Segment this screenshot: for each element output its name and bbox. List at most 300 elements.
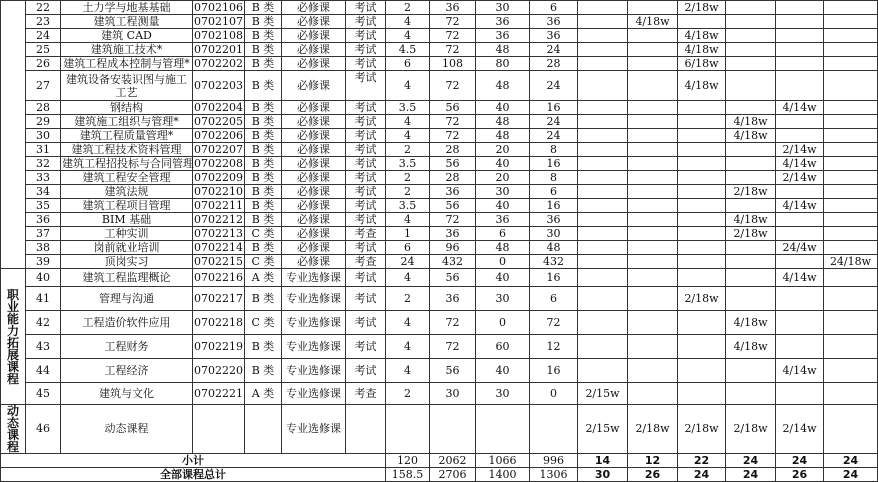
cell-code: [193, 405, 245, 454]
cell-no: 40: [26, 269, 61, 287]
cell-total: 72: [430, 43, 476, 57]
cell-no: 44: [26, 359, 61, 383]
cell-assess: 考试: [346, 71, 386, 101]
cell-name: 钢结构: [61, 101, 193, 115]
cell-credit: 4: [386, 129, 430, 143]
cell-s1: [578, 255, 628, 269]
cell-code: 0702220: [193, 359, 245, 383]
subtotal-row-s3: 22: [678, 454, 726, 468]
cell-s4: [726, 287, 776, 311]
cell-name: 建筑施工技术*: [61, 43, 193, 57]
cell-code: 0702208: [194, 156, 243, 170]
cell-s1: [578, 185, 628, 199]
cell-total: 56: [430, 359, 476, 383]
cell-s6: [824, 57, 878, 71]
cell-s4: [726, 143, 776, 157]
cell-s3: [678, 269, 726, 287]
cell-s3: [678, 157, 726, 171]
cell-s3: 4/18w: [678, 43, 726, 57]
cell-s2: [628, 101, 678, 115]
cell-practice: 16: [530, 157, 578, 171]
cell-s3: 2/18w: [678, 287, 726, 311]
cell-s5: [776, 15, 824, 29]
cell-s3: [678, 101, 726, 115]
table-row: [1, 71, 878, 101]
table-row: [1, 213, 878, 227]
cell-assess: 考试: [346, 43, 386, 57]
cell-total: 72: [430, 29, 476, 43]
cell-s6: [824, 199, 878, 213]
cell-s3: [678, 129, 726, 143]
cell-s3: [678, 359, 726, 383]
grand-total-row-s1: 30: [578, 468, 628, 482]
cell-s4: [726, 269, 776, 287]
cell-nature: 必修课: [282, 143, 346, 157]
cell-s6: [824, 311, 878, 335]
grand-total-row-practice: 1306: [530, 468, 578, 482]
cell-name: 工种实训: [61, 227, 193, 241]
cell-type: C 类: [245, 255, 282, 269]
cell-practice: 12: [530, 335, 578, 359]
cell-no: 37: [26, 227, 61, 241]
cell-credit: 1: [386, 227, 430, 241]
cell-s2: [628, 383, 678, 405]
cell-s3: [678, 199, 726, 213]
cell-nature: 专业选修课: [282, 311, 346, 335]
cell-credit: 4: [386, 311, 430, 335]
cell-assess: 考试: [346, 359, 386, 383]
cell-theory: 0: [476, 255, 530, 269]
table-row: [1, 405, 878, 454]
cell-name: 动态课程: [61, 405, 193, 454]
cell-s4: 4/18w: [726, 213, 776, 227]
cell-name: 建筑工程监理概论: [61, 269, 193, 287]
cell-code: 0702217: [193, 287, 245, 311]
cell-no: 30: [26, 129, 61, 143]
cell-type: B 类: [245, 213, 282, 227]
cell-nature: 必修课: [282, 171, 346, 185]
grand-total-row-s6: 24: [824, 468, 878, 482]
cell-s3: [678, 241, 726, 255]
cell-s4: [726, 1, 776, 15]
cell-practice: 28: [530, 57, 578, 71]
subtotal-row-credit: 120: [386, 454, 430, 468]
cell-no: 33: [26, 171, 61, 185]
cell-s1: [578, 57, 628, 71]
cell-code: 0702202: [194, 56, 243, 70]
cell-name: 工程造价软件应用: [61, 311, 193, 335]
cell-no: 42: [26, 311, 61, 335]
table-row: [1, 115, 878, 129]
cell-nature: 必修课: [282, 213, 346, 227]
cell-practice: 24: [530, 129, 578, 143]
cell-total: 72: [430, 71, 476, 101]
cell-theory: 20: [476, 143, 530, 157]
cell-total: 56: [430, 101, 476, 115]
cell-assess: 考试: [346, 101, 386, 115]
cell-type: [245, 405, 282, 454]
cell-s2: [628, 171, 678, 185]
cell-type: B 类: [245, 359, 282, 383]
cell-s5: [776, 311, 824, 335]
cell-s1: 2/15w: [578, 405, 628, 454]
cell-assess: 考试: [346, 57, 386, 71]
cell-nature: 专业选修课: [282, 269, 346, 287]
cell-code: 0702218: [193, 311, 245, 335]
cell-credit: 4: [386, 269, 430, 287]
cell-no: 43: [26, 335, 61, 359]
group-cell-dynamic: 动态课程: [1, 405, 26, 454]
table-row: [1, 101, 878, 115]
table-body: [1, 1, 878, 482]
cell-code: 0702207: [194, 142, 243, 156]
cell-s3: [678, 335, 726, 359]
cell-s2: [628, 255, 678, 269]
cell-s5: [776, 383, 824, 405]
cell-credit: 2: [386, 287, 430, 311]
cell-s4: [726, 359, 776, 383]
cell-theory: 48: [476, 241, 530, 255]
table-row: [1, 311, 878, 335]
cell-s4: 4/18w: [726, 335, 776, 359]
cell-credit: 24: [386, 255, 430, 269]
cell-no: 24: [26, 29, 61, 43]
cell-code: 0702203: [193, 71, 245, 101]
cell-name: 建筑工程项目管理: [61, 199, 193, 213]
cell-type: B 类: [245, 71, 282, 101]
cell-s2: 4/18w: [628, 15, 678, 29]
cell-s4: [726, 57, 776, 71]
cell-s2: [628, 57, 678, 71]
cell-total: 72: [430, 335, 476, 359]
cell-type: B 类: [245, 129, 282, 143]
cell-name: 建筑 CAD: [61, 29, 193, 43]
cell-assess: 考查: [346, 255, 386, 269]
cell-no: 35: [26, 199, 61, 213]
cell-nature: 专业选修课: [282, 335, 346, 359]
cell-code: 0702206: [194, 128, 243, 142]
cell-name: 建筑法规: [61, 185, 193, 199]
cell-theory: 36: [476, 29, 530, 43]
cell-credit: 6: [386, 241, 430, 255]
cell-type: A 类: [245, 269, 282, 287]
cell-no: 32: [26, 157, 61, 171]
cell-type: A 类: [245, 383, 282, 405]
cell-s5: 4/14w: [776, 269, 824, 287]
table-row: [1, 1, 878, 15]
cell-s5: [776, 29, 824, 43]
cell-no: 46: [26, 405, 61, 454]
cell-credit: 4: [386, 71, 430, 101]
cell-type: B 类: [245, 335, 282, 359]
cell-s3: [678, 15, 726, 29]
cell-practice: 16: [530, 359, 578, 383]
cell-credit: 2: [386, 383, 430, 405]
cell-theory: 40: [476, 101, 530, 115]
cell-nature: 必修课: [282, 71, 346, 101]
cell-s4: [726, 199, 776, 213]
cell-assess: 考试: [346, 115, 386, 129]
cell-nature: 必修课: [282, 227, 346, 241]
cell-s6: [824, 171, 878, 185]
cell-s5: 2/14w: [776, 143, 824, 157]
subtotal-row-s6: 24: [824, 454, 878, 468]
cell-theory: 40: [476, 269, 530, 287]
cell-total: [430, 405, 476, 454]
cell-s4: 2/18w: [726, 185, 776, 199]
cell-no: 38: [26, 241, 61, 255]
cell-name: 岗前就业培训: [61, 241, 193, 255]
cell-credit: 3.5: [386, 199, 430, 213]
table-row: [1, 269, 878, 287]
cell-s1: [578, 171, 628, 185]
cell-credit: 4: [386, 29, 430, 43]
cell-type: B 类: [245, 57, 282, 71]
cell-s6: [824, 287, 878, 311]
cell-s2: [628, 157, 678, 171]
cell-practice: 24: [530, 71, 578, 101]
cell-total: 72: [430, 129, 476, 143]
group-cell-expand: 职业能力拓展课程: [1, 269, 26, 405]
cell-practice: 24: [530, 43, 578, 57]
cell-s2: [628, 213, 678, 227]
cell-s6: [824, 241, 878, 255]
cell-theory: 0: [476, 311, 530, 335]
cell-assess: 考试: [346, 311, 386, 335]
cell-assess: 考试: [346, 15, 386, 29]
cell-s6: [824, 29, 878, 43]
cell-s5: 4/14w: [776, 157, 824, 171]
cell-practice: 48: [530, 241, 578, 255]
cell-name: 管理与沟通: [61, 287, 193, 311]
grand-total-row-total: 2706: [430, 468, 476, 482]
cell-s6: [824, 157, 878, 171]
cell-code: 0702108: [194, 28, 243, 42]
cell-nature: 必修课: [282, 129, 346, 143]
cell-credit: 4: [386, 335, 430, 359]
cell-total: 72: [430, 115, 476, 129]
cell-s2: [628, 269, 678, 287]
cell-s3: [678, 311, 726, 335]
cell-no: 45: [26, 383, 61, 405]
cell-name: BIM 基础: [61, 213, 193, 227]
cell-total: 432: [430, 255, 476, 269]
cell-s1: [578, 43, 628, 57]
cell-s4: [726, 29, 776, 43]
cell-credit: 4: [386, 115, 430, 129]
cell-nature: 必修课: [282, 29, 346, 43]
cell-code: 0702210: [194, 184, 243, 198]
cell-practice: 24: [530, 115, 578, 129]
cell-s2: [628, 185, 678, 199]
cell-s2: [628, 115, 678, 129]
cell-code: 0702219: [193, 335, 245, 359]
cell-total: 36: [430, 1, 476, 15]
cell-s5: [776, 185, 824, 199]
cell-s3: [678, 143, 726, 157]
cell-s4: 2/18w: [726, 405, 776, 454]
cell-nature: 必修课: [282, 1, 346, 15]
cell-theory: 40: [476, 359, 530, 383]
cell-s4: [726, 171, 776, 185]
cell-s5: [776, 115, 824, 129]
cell-type: B 类: [245, 101, 282, 115]
cell-nature: 专业选修课: [282, 405, 346, 454]
cell-s6: [824, 15, 878, 29]
cell-s1: [578, 359, 628, 383]
cell-no: 34: [26, 185, 61, 199]
table-row: [1, 359, 878, 383]
cell-s6: [824, 115, 878, 129]
cell-name: 建筑工程成本控制与管理*: [61, 57, 193, 71]
cell-total: 72: [430, 15, 476, 29]
cell-s2: [628, 1, 678, 15]
cell-s4: [726, 157, 776, 171]
subtotal-row: [1, 454, 878, 468]
table-row: [1, 335, 878, 359]
cell-s2: [628, 335, 678, 359]
cell-s6: 24/18w: [824, 255, 878, 269]
table-row: [1, 43, 878, 57]
table-row: [1, 171, 878, 185]
cell-s4: 4/18w: [726, 115, 776, 129]
cell-total: 56: [430, 269, 476, 287]
cell-s6: [824, 227, 878, 241]
cell-s5: [776, 287, 824, 311]
cell-s3: 2/18w: [678, 1, 726, 15]
cell-s5: 2/14w: [776, 405, 824, 454]
subtotal-row-theory: 1066: [476, 454, 530, 468]
cell-theory: 48: [476, 71, 530, 101]
cell-s5: [776, 213, 824, 227]
cell-assess: [346, 405, 386, 454]
cell-s4: [726, 71, 776, 101]
cell-practice: 6: [530, 1, 578, 15]
cell-code: 0702214: [194, 240, 243, 254]
cell-assess: 考试: [346, 171, 386, 185]
subtotal-row-s2: 12: [628, 454, 678, 468]
cell-assess: 考试: [346, 241, 386, 255]
cell-no: 22: [26, 1, 61, 15]
cell-name: 建筑工程测量: [61, 15, 193, 29]
cell-nature: 必修课: [282, 241, 346, 255]
cell-no: 36: [26, 213, 61, 227]
cell-type: B 类: [245, 287, 282, 311]
cell-s1: [578, 227, 628, 241]
cell-total: 30: [430, 383, 476, 405]
cell-code: 0702213: [194, 226, 243, 240]
cell-s1: [578, 29, 628, 43]
cell-s6: [824, 383, 878, 405]
cell-type: C 类: [245, 227, 282, 241]
cell-code: 0702205: [194, 114, 243, 128]
cell-type: B 类: [245, 1, 282, 15]
cell-assess: 考试: [346, 1, 386, 15]
cell-theory: [476, 405, 530, 454]
cell-no: 31: [26, 143, 61, 157]
cell-s6: [824, 101, 878, 115]
cell-no: 39: [26, 255, 61, 269]
cell-s6: [824, 185, 878, 199]
cell-s5: 4/14w: [776, 359, 824, 383]
cell-s5: [776, 1, 824, 15]
cell-theory: 80: [476, 57, 530, 71]
cell-name: 建筑工程招投标与合同管理: [62, 156, 194, 170]
grand-total-row-s5: 26: [776, 468, 824, 482]
cell-s1: [578, 129, 628, 143]
cell-no: 41: [26, 287, 61, 311]
cell-total: 108: [430, 57, 476, 71]
cell-s1: [578, 269, 628, 287]
cell-nature: 专业选修课: [282, 383, 346, 405]
cell-practice: 36: [530, 213, 578, 227]
cell-total: 56: [430, 157, 476, 171]
cell-nature: 必修课: [282, 157, 346, 171]
cell-s1: [578, 71, 628, 101]
cell-credit: 2: [386, 171, 430, 185]
cell-s1: [578, 213, 628, 227]
cell-s1: [578, 335, 628, 359]
cell-theory: 60: [476, 335, 530, 359]
cell-s2: [628, 129, 678, 143]
cell-s6: [824, 213, 878, 227]
cell-s5: [776, 255, 824, 269]
subtotal-row-s1: 14: [578, 454, 628, 468]
subtotal-row-total: 2062: [430, 454, 476, 468]
table-row: [1, 383, 878, 405]
grand-total-row-theory: 1400: [476, 468, 530, 482]
table-row: [1, 241, 878, 255]
cell-assess: 考查: [346, 227, 386, 241]
cell-credit: 4: [386, 359, 430, 383]
cell-s4: 4/18w: [726, 311, 776, 335]
cell-s5: [776, 57, 824, 71]
table-row: [1, 129, 878, 143]
cell-s3: 6/18w: [678, 57, 726, 71]
cell-no: 28: [26, 101, 61, 115]
cell-nature: 必修课: [282, 57, 346, 71]
cell-s3: [678, 255, 726, 269]
cell-s3: [678, 213, 726, 227]
cell-credit: [386, 405, 430, 454]
cell-no: 25: [26, 43, 61, 57]
cell-s4: [726, 101, 776, 115]
cell-s1: [578, 199, 628, 213]
cell-s3: [678, 171, 726, 185]
cell-s3: 4/18w: [678, 71, 726, 101]
cell-assess: 考试: [346, 269, 386, 287]
cell-total: 36: [430, 287, 476, 311]
table-row: [1, 227, 878, 241]
cell-s5: [776, 129, 824, 143]
cell-practice: 30: [530, 227, 578, 241]
cell-code: 0702106: [194, 0, 243, 14]
subtotal-row-s5: 24: [776, 454, 824, 468]
cell-code: 0702211: [194, 198, 243, 212]
cell-assess: 考试: [346, 335, 386, 359]
cell-total: 36: [430, 185, 476, 199]
cell-nature: 必修课: [282, 43, 346, 57]
cell-s2: [628, 241, 678, 255]
cell-total: 36: [430, 227, 476, 241]
cell-type: B 类: [245, 157, 282, 171]
cell-theory: 48: [476, 115, 530, 129]
cell-type: B 类: [245, 15, 282, 29]
cell-s1: [578, 157, 628, 171]
cell-theory: 36: [476, 15, 530, 29]
cell-theory: 36: [476, 213, 530, 227]
cell-s6: [824, 43, 878, 57]
